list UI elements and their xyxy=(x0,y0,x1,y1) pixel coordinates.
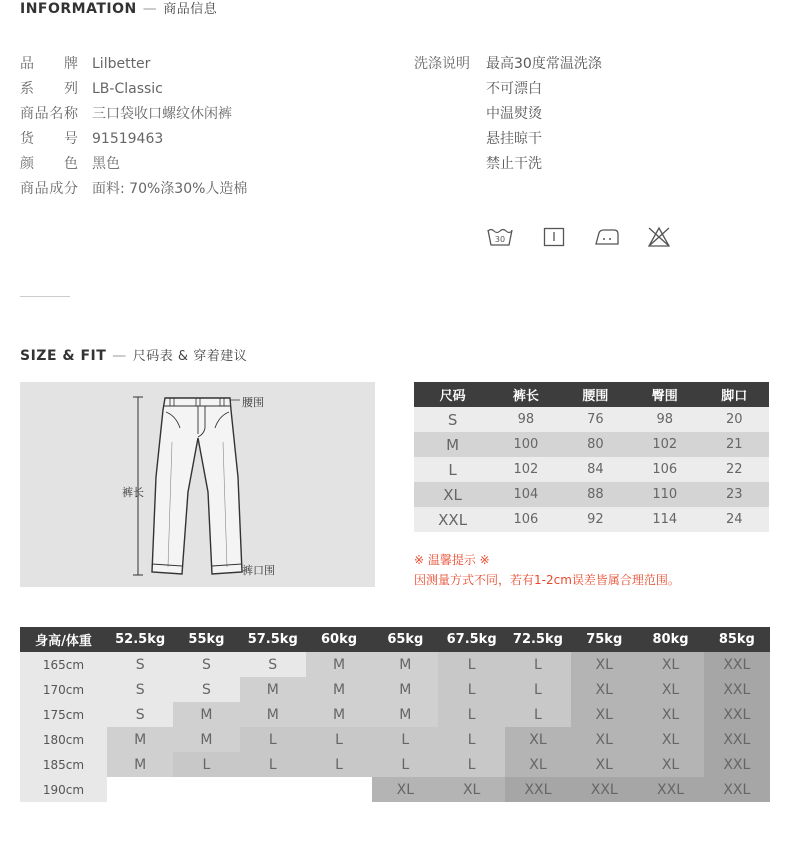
wash-instruction-line: 悬挂晾干 xyxy=(486,131,542,147)
fit-size-cell: M xyxy=(306,702,372,727)
wash-instruction-line: 中温熨烫 xyxy=(486,106,542,122)
fit-row xyxy=(20,727,770,752)
weight-header: 75kg xyxy=(571,627,637,652)
size-col-header: 尺码 xyxy=(414,382,491,407)
fit-size-cell: M xyxy=(372,677,438,702)
fit-size-cell: L xyxy=(505,652,571,677)
fit-size-cell: M xyxy=(306,677,372,702)
size-fit-subtitle: 尺码表 & 穿着建议 xyxy=(132,349,248,364)
fit-size-cell: XL xyxy=(637,702,703,727)
fit-size-cell: XXL xyxy=(704,652,770,677)
weight-header: 60kg xyxy=(306,627,372,652)
fit-size-cell: M xyxy=(240,702,306,727)
size-fit-heading: SIZE & FIT — 尺码表 & 穿着建议 xyxy=(20,348,248,364)
weight-header: 55kg xyxy=(173,627,239,652)
tip-title: ※ 温馨提示 ※ xyxy=(414,553,490,567)
size-value-cell: 22 xyxy=(700,457,769,482)
info-label: 商品名称 xyxy=(20,106,78,122)
fit-size-cell: M xyxy=(372,702,438,727)
info-value: Lilbetter xyxy=(92,56,151,72)
size-col-header: 脚口 xyxy=(700,382,769,407)
fit-size-cell: XL xyxy=(571,652,637,677)
length-label: 裤长 xyxy=(122,486,144,499)
iron-medium-icon xyxy=(594,228,620,246)
size-name-cell: L xyxy=(414,457,491,482)
fit-size-cell: XXL xyxy=(704,677,770,702)
weight-header: 85kg xyxy=(704,627,770,652)
fit-size-cell: M xyxy=(173,727,239,752)
fit-size-cell: S xyxy=(173,677,239,702)
fit-size-cell: XXL xyxy=(704,777,770,802)
size-value-cell: 80 xyxy=(561,432,630,457)
fit-size-cell: S xyxy=(107,677,173,702)
info-label: 颜色 xyxy=(20,156,78,172)
info-label: 系列 xyxy=(20,81,78,97)
product-info-row xyxy=(20,104,232,124)
fit-size-cell: XXL xyxy=(505,777,571,802)
size-row xyxy=(414,482,769,507)
size-row xyxy=(414,457,769,482)
info-value: 91519463 xyxy=(92,131,164,147)
size-value-cell: 98 xyxy=(491,407,560,432)
fit-size-cell: L xyxy=(372,752,438,777)
info-label: 品牌 xyxy=(20,56,78,72)
height-cell: 180cm xyxy=(20,727,107,752)
weight-header: 67.5kg xyxy=(438,627,504,652)
size-value-cell: 110 xyxy=(630,482,699,507)
size-value-cell: 21 xyxy=(700,432,769,457)
fit-size-cell: XL xyxy=(505,752,571,777)
size-value-cell: 84 xyxy=(561,457,630,482)
height-cell: 165cm xyxy=(20,652,107,677)
no-bleach-icon xyxy=(647,226,671,248)
info-value: 面料: 70%涤30%人造棉 xyxy=(92,181,248,197)
size-value-cell: 88 xyxy=(561,482,630,507)
fit-size-cell: M xyxy=(173,702,239,727)
fit-size-cell: XL xyxy=(571,702,637,727)
pants-measurement-diagram xyxy=(20,382,375,587)
fit-size-cell: M xyxy=(240,677,306,702)
size-row xyxy=(414,407,769,432)
size-value-cell: 100 xyxy=(491,432,560,457)
size-value-cell: 106 xyxy=(491,507,560,532)
fit-size-cell: XL xyxy=(571,727,637,752)
fit-size-cell xyxy=(107,777,173,802)
fit-size-cell: XL xyxy=(637,677,703,702)
wash-instruction-line: 禁止干洗 xyxy=(486,156,542,172)
size-value-cell: 98 xyxy=(630,407,699,432)
wash-label: 洗涤说明 xyxy=(414,56,470,72)
fit-size-cell: L xyxy=(173,752,239,777)
size-row xyxy=(414,432,769,457)
size-table xyxy=(414,382,769,532)
fit-row xyxy=(20,702,770,727)
fit-size-cell: L xyxy=(505,702,571,727)
height-cell: 190cm xyxy=(20,777,107,802)
product-info-row xyxy=(20,54,150,74)
tip-text: 因测量方式不同，若有1-2cm误差皆属合理范围。 xyxy=(414,573,680,587)
fit-size-cell: S xyxy=(173,652,239,677)
size-value-cell: 102 xyxy=(630,432,699,457)
fit-size-cell: XXL xyxy=(704,727,770,752)
info-label: 商品成分 xyxy=(20,181,78,197)
size-value-cell: 92 xyxy=(561,507,630,532)
height-cell: 185cm xyxy=(20,752,107,777)
fit-size-cell: XXL xyxy=(637,777,703,802)
size-value-cell: 104 xyxy=(491,482,560,507)
fit-size-cell xyxy=(306,777,372,802)
size-value-cell: 20 xyxy=(700,407,769,432)
fit-row xyxy=(20,777,770,802)
size-row xyxy=(414,507,769,532)
information-heading: INFORMATION — 商品信息 xyxy=(20,1,218,17)
fit-size-cell: M xyxy=(306,652,372,677)
fit-corner-header: 身高/体重 xyxy=(20,627,107,652)
hem-label: 裤口围 xyxy=(242,564,275,577)
info-value: LB-Classic xyxy=(92,81,163,97)
fit-size-cell: XL xyxy=(505,727,571,752)
weight-header: 80kg xyxy=(637,627,703,652)
weight-header: 65kg xyxy=(372,627,438,652)
size-col-header: 裤长 xyxy=(491,382,560,407)
fit-size-cell: L xyxy=(372,727,438,752)
information-subtitle: 商品信息 xyxy=(163,2,218,17)
fit-size-cell: L xyxy=(438,752,504,777)
size-value-cell: 76 xyxy=(561,407,630,432)
fit-size-cell: XL xyxy=(571,752,637,777)
information-title: INFORMATION xyxy=(20,1,137,17)
size-col-header: 臀围 xyxy=(630,382,699,407)
weight-header: 57.5kg xyxy=(240,627,306,652)
fit-size-cell: L xyxy=(240,727,306,752)
fit-size-cell: L xyxy=(438,677,504,702)
pants-illustration xyxy=(20,382,375,587)
fit-size-cell: XXL xyxy=(571,777,637,802)
fit-size-cell: L xyxy=(505,677,571,702)
hang-dry-icon xyxy=(543,227,565,247)
product-info-row xyxy=(20,179,247,199)
wash-instruction-line: 最高30度常温洗涤 xyxy=(486,56,602,72)
fit-recommendation-table xyxy=(20,627,770,802)
fit-size-cell: XL xyxy=(438,777,504,802)
height-cell: 170cm xyxy=(20,677,107,702)
fit-row xyxy=(20,752,770,777)
fit-size-cell xyxy=(173,777,239,802)
fit-size-cell: M xyxy=(107,727,173,752)
waist-label: 腰围 xyxy=(242,396,264,409)
info-label: 货号 xyxy=(20,131,78,147)
fit-size-cell: S xyxy=(240,652,306,677)
wash-30-icon xyxy=(486,226,514,248)
fit-size-cell: XL xyxy=(637,727,703,752)
fit-row xyxy=(20,652,770,677)
info-value: 三口袋收口螺纹休闲裤 xyxy=(92,106,232,122)
size-name-cell: M xyxy=(414,432,491,457)
height-cell: 175cm xyxy=(20,702,107,727)
product-info-row xyxy=(20,79,163,99)
wash-temp-text: 30 xyxy=(494,235,506,244)
weight-header: 52.5kg xyxy=(107,627,173,652)
fit-size-cell: L xyxy=(306,752,372,777)
fit-size-cell: XXL xyxy=(704,752,770,777)
size-value-cell: 24 xyxy=(700,507,769,532)
fit-size-cell: L xyxy=(438,652,504,677)
size-name-cell: XL xyxy=(414,482,491,507)
wash-instruction-line: 不可漂白 xyxy=(486,81,542,97)
product-info-row xyxy=(20,129,163,149)
fit-size-cell: M xyxy=(372,652,438,677)
fit-size-cell: XL xyxy=(637,652,703,677)
fit-size-cell: XL xyxy=(372,777,438,802)
product-info-row xyxy=(20,154,120,174)
size-value-cell: 114 xyxy=(630,507,699,532)
fit-size-cell: L xyxy=(438,727,504,752)
fit-size-cell: XL xyxy=(571,677,637,702)
info-value: 黑色 xyxy=(92,156,120,172)
size-name-cell: XXL xyxy=(414,507,491,532)
weight-header: 72.5kg xyxy=(505,627,571,652)
fit-size-cell: M xyxy=(107,752,173,777)
size-value-cell: 106 xyxy=(630,457,699,482)
fit-size-cell: L xyxy=(240,752,306,777)
size-col-header: 腰围 xyxy=(561,382,630,407)
size-fit-title: SIZE & FIT xyxy=(20,348,107,364)
fit-size-cell: L xyxy=(306,727,372,752)
fit-size-cell: S xyxy=(107,702,173,727)
size-value-cell: 102 xyxy=(491,457,560,482)
section-divider xyxy=(20,296,70,297)
size-value-cell: 23 xyxy=(700,482,769,507)
fit-size-cell: XL xyxy=(637,752,703,777)
fit-row xyxy=(20,677,770,702)
size-name-cell: S xyxy=(414,407,491,432)
size-table-header xyxy=(414,382,769,407)
fit-size-cell: XXL xyxy=(704,702,770,727)
fit-table-header xyxy=(20,627,770,652)
fit-size-cell: L xyxy=(438,702,504,727)
fit-size-cell: S xyxy=(107,652,173,677)
fit-size-cell xyxy=(240,777,306,802)
